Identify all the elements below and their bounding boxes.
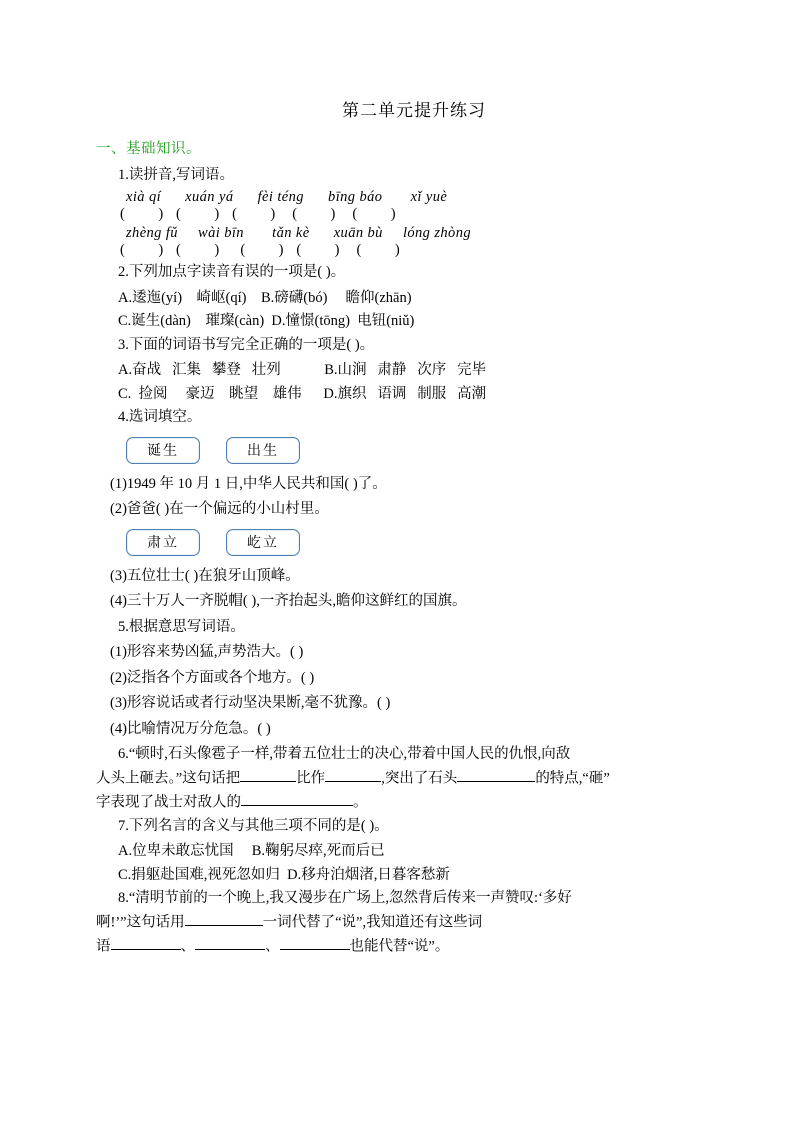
question-4-word-bank-2 <box>96 529 708 556</box>
question-6-line-3 <box>96 791 708 815</box>
question-2-option-ab: A.逶迤(yí) 崎岖(qí) B.磅礴(bó) 瞻仰(zhān) <box>118 289 412 306</box>
question-8-text-b: 一词代替了“说”,我知道还有这些词 <box>262 914 483 931</box>
question-3-label: 3.下面的词语书写完全正确的一项是( )。 <box>118 336 375 353</box>
question-1-label: 1.读拼音,写词语。 <box>118 167 234 183</box>
question-8-blank-2[interactable] <box>111 935 181 951</box>
question-4-item-4: (4)三十万人一齐脱帽( ),一齐抬起头,瞻仰这鲜红的国旗。 <box>110 593 467 610</box>
section-heading-basics: 一、基础知识。 <box>96 141 201 157</box>
question-1-pinyin-line-2: zhèng fǔ wài bīn tǎn kè xuān bù lóng zhòng <box>126 225 471 242</box>
question-7-option-cd: C.捐躯赴国难,视死忽如归 D.移舟泊烟渚,日暮客愁新 <box>118 866 450 883</box>
question-8-line-3 <box>96 935 708 959</box>
question-8-text-d: 、 <box>180 938 195 955</box>
question-6-text-c: ,突出了石头 <box>381 770 458 787</box>
question-5-item-3: (3)形容说话或者行动坚决果断,毫不犹豫。( ) <box>110 695 391 712</box>
question-6-line-1: 6.“顿时,石头像雹子一样,带着五位壮士的决心,带着中国人民的仇恨,向敌 <box>118 746 571 763</box>
question-6-text-f: 。 <box>353 794 368 811</box>
page-title: 第二单元提升练习 <box>342 101 486 120</box>
worksheet-content <box>96 96 708 959</box>
question-7-option-ab: A.位卑未敢忘忧国 B.鞠躬尽瘁,死而后已 <box>118 843 385 860</box>
question-8-blank-3[interactable] <box>195 935 265 951</box>
question-5-label: 5.根据意思写词语。 <box>118 618 245 635</box>
question-6-blank-1[interactable] <box>240 767 296 783</box>
question-8-blank-4[interactable] <box>280 935 350 951</box>
question-6-text-e: 字表现了战士对敌人的 <box>96 794 241 811</box>
question-4-item-2: (2)爸爸( )在一个偏远的小山村里。 <box>110 501 329 518</box>
question-7-label: 7.下列名言的含义与其他三项不同的是( )。 <box>118 817 389 834</box>
question-8-text-c: 语 <box>96 938 111 955</box>
question-5-item-2: (2)泛指各个方面或各个地方。( ) <box>110 669 315 686</box>
question-6-blank-3[interactable] <box>457 767 535 783</box>
question-1-pinyin-line-1: xià qí xuán yá fèi téng bīng báo xǐ yuè <box>126 189 448 206</box>
question-6-text-d: 的特点,“砸” <box>535 770 610 787</box>
question-8-text-f: 也能代替“说”。 <box>349 938 450 955</box>
question-8-line-1: 8.“清明节前的一个晚上,我又漫步在广场上,忽然背后传来一声赞叹:‘多好 <box>118 890 572 907</box>
word-choice-danshengs[interactable]: 诞生 <box>126 437 200 464</box>
question-6-blank-2[interactable] <box>325 767 381 783</box>
question-8-line-2 <box>96 911 708 935</box>
question-4-item-1: (1)1949 年 10 月 1 日,中华人民共和国( )了。 <box>110 475 387 492</box>
question-3-option-cd: C. 捡阅 豪迈 眺望 雄伟 D.旗织 语调 制服 高潮 <box>118 385 487 402</box>
question-4-item-3: (3)五位壮士( )在狼牙山顶峰。 <box>110 567 300 584</box>
question-6-blank-4[interactable] <box>241 791 353 807</box>
word-choice-chusheng[interactable]: 出生 <box>226 437 300 464</box>
question-8-blank-1[interactable] <box>185 911 263 927</box>
question-2-label: 2.下列加点字读音有误的一项是( )。 <box>118 264 346 281</box>
question-8-text-e: 、 <box>265 938 280 955</box>
word-choice-yili[interactable]: 屹立 <box>226 529 300 556</box>
question-3-option-ab: A.奋战 汇集 攀登 壮列 B.山涧 肃静 次序 完毕 <box>118 362 487 379</box>
question-2-option-cd: C.诞生(dàn) 璀璨(càn) D.憧憬(tōng) 电钮(niǔ) <box>118 313 415 330</box>
question-1-answer-line-1: ( ) ( ) ( ) ( ) ( ) <box>120 206 397 223</box>
question-6-text-b: 比作 <box>296 770 326 787</box>
question-6-line-2 <box>96 767 708 791</box>
question-4-word-bank-1 <box>96 437 708 464</box>
question-5-item-1: (1)形容来势凶猛,声势浩大。( ) <box>110 644 304 661</box>
word-choice-suli[interactable]: 肃立 <box>126 529 200 556</box>
question-8-text-a: 啊!’”这句话用 <box>96 914 185 931</box>
question-1-answer-line-2: ( ) ( ) ( ) ( ) ( ) <box>120 242 401 259</box>
question-5-item-4: (4)比喻情况万分危急。( ) <box>110 720 271 737</box>
question-6-text-a: 人头上砸去。”这句话把 <box>96 770 241 787</box>
question-4-label: 4.选词填空。 <box>118 409 202 426</box>
